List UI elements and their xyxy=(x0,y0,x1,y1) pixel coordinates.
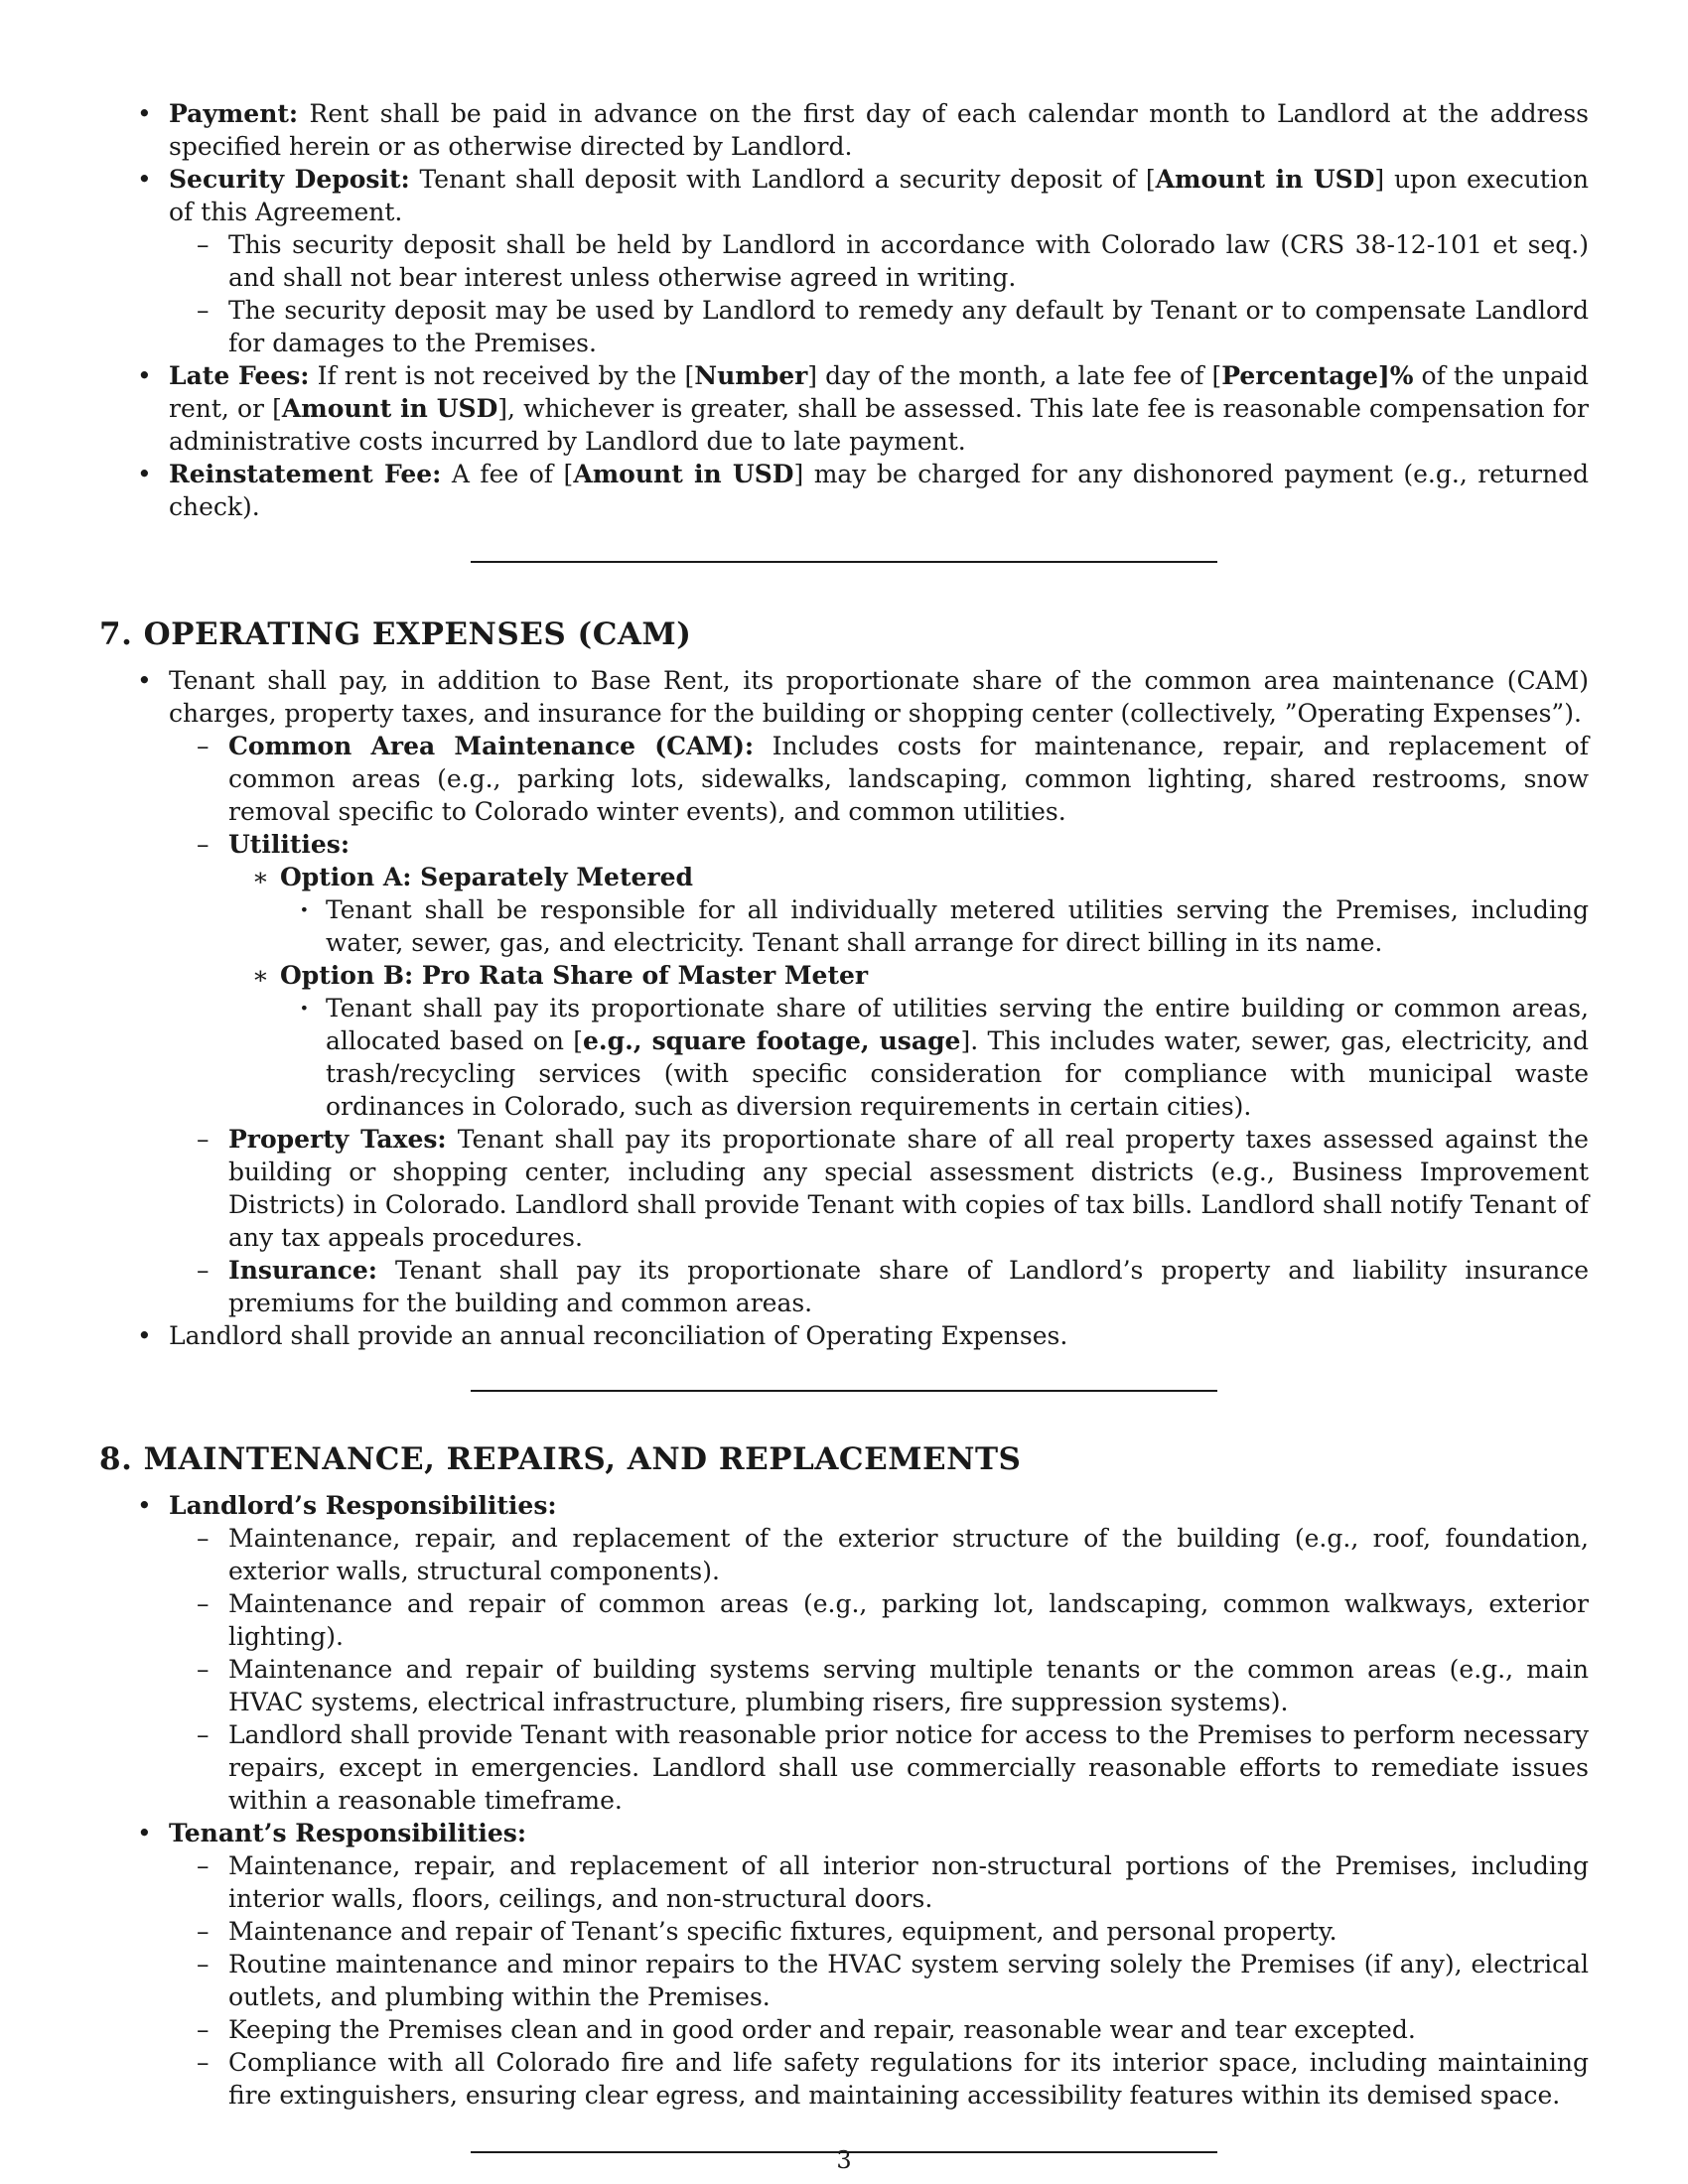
option-a-sublist xyxy=(280,893,1589,959)
section-8-list xyxy=(99,1489,1589,2112)
option-a-label: Option A: Separately Metered xyxy=(280,863,693,891)
text-span: Tenant shall pay its proportionate share of Landlord’s property and liability insurance premiums for the building and common areas. xyxy=(228,1256,1589,1317)
operating-expenses-sublist xyxy=(169,730,1589,1319)
list-item: – This security deposit shall be held by Landlord in accordance with Colorado law (CRS 38-12-101 et seq.) and shall not bear interest unless otherwise agreed in writing. xyxy=(169,228,1589,294)
list-item: – Routine maintenance and minor repairs to the HVAC system serving solely the Premises (if any), electrical outlets, and plumbing within the Premises. xyxy=(169,1948,1589,2013)
list-item: – Landlord shall provide Tenant with reasonable prior notice for access to the Premises to perform necessary repairs, except in emergencies. Landlord shall use commercially reasonable efforts to remediate issues within a reasonable timeframe. xyxy=(169,1718,1589,1817)
list-item: • Landlord shall provide an annual reconciliation of Operating Expenses. xyxy=(99,1319,1589,1352)
list-item xyxy=(99,97,1589,163)
placeholder-amount: Amount in USD xyxy=(1155,165,1375,194)
rent-terms-list xyxy=(99,97,1589,523)
landlord-responsibilities-label: Landlord’s Responsibilities: xyxy=(169,1491,557,1520)
text-span: ] may be charged for any dishonored payment (e.g., returned check). xyxy=(169,460,1589,521)
tenant-responsibilities-sublist xyxy=(169,1849,1589,2112)
list-item xyxy=(280,992,1589,1123)
list-item: – Compliance with all Colorado fire and life safety regulations for its interior space, including maintaining fire extinguishers, ensuring clear egress, and maintaining accessibility features within its demised space. xyxy=(169,2046,1589,2112)
placeholder-allocation: e.g., square footage, usage xyxy=(583,1026,961,1055)
late-fees-label: Late Fees: xyxy=(169,361,310,390)
list-item xyxy=(169,828,1589,1123)
payment-text: Rent shall be paid in advance on the first day of each calendar month to Landlord at the address specified herein or as otherwise directed by Landlord. xyxy=(169,99,1589,161)
list-item: · Tenant shall be responsible for all individually metered utilities serving the Premises, including water, sewer, gas, and electricity. Tenant shall arrange for direct billing in its name. xyxy=(280,893,1589,959)
option-b-label: Option B: Pro Rata Share of Master Meter xyxy=(280,961,869,990)
text-span: ], whichever is greater, shall be assessed. This late fee is reasonable compensation for administrative costs incurred by Landlord due to late payment. xyxy=(169,394,1589,456)
list-item xyxy=(99,163,1589,359)
list-item xyxy=(99,359,1589,458)
utilities-options xyxy=(228,861,1589,1123)
cam-label: Common Area Maintenance (CAM): xyxy=(228,732,755,760)
list-item xyxy=(99,1817,1589,2112)
landlord-responsibilities-sublist xyxy=(169,1522,1589,1817)
property-taxes-label: Property Taxes: xyxy=(228,1125,447,1154)
section-divider xyxy=(471,561,1217,563)
text-span: Includes costs for maintenance, repair, and replacement of common areas (e.g., parking lots, sidewalks, landscaping, common lighting, shared restrooms, snow removal specific to Colorado winter events), and common utilities. xyxy=(228,732,1589,826)
section-divider xyxy=(471,1390,1217,1392)
page-number: 3 xyxy=(836,2146,852,2174)
text-span: ] upon execution of this Agreement. xyxy=(169,165,1589,226)
text-span: Tenant shall pay its proportionate share of utilities serving the entire building or common areas, allocated based on [ xyxy=(326,994,1589,1055)
utilities-label: Utilities: xyxy=(228,830,351,859)
reinstatement-fee-label: Reinstatement Fee: xyxy=(169,460,442,488)
text-span: of the unpaid rent, or [ xyxy=(169,361,1589,423)
list-item xyxy=(169,1123,1589,1254)
text-span: Tenant shall pay its proportionate share of all real property taxes assessed against the building or shopping center, including any special assessment districts (e.g., Business Improvement Districts) in Colorado. Landlord shall provide Tenant with copies of tax bills. Landlord shall notify Tenant of any tax appeals procedures. xyxy=(228,1125,1589,1252)
text-span: If rent is not received by the [ xyxy=(309,361,695,390)
list-item xyxy=(99,458,1589,523)
placeholder-amount: Amount in USD xyxy=(573,460,794,488)
list-item: – Maintenance and repair of Tenant’s specific fixtures, equipment, and personal property. xyxy=(169,1915,1589,1948)
list-item: – Maintenance and repair of building systems serving multiple tenants or the common areas (e.g., main HVAC systems, electrical infrastructure, plumbing risers, fire suppression systems). xyxy=(169,1653,1589,1718)
list-item: – Maintenance, repair, and replacement of the exterior structure of the building (e.g., roof, foundation, exterior walls, structural components). xyxy=(169,1522,1589,1587)
list-item xyxy=(169,1254,1589,1319)
document-page xyxy=(99,97,1589,2153)
text-span: A fee of [ xyxy=(441,460,574,488)
list-item xyxy=(169,730,1589,828)
section-7-list xyxy=(99,664,1589,1352)
insurance-label: Insurance: xyxy=(228,1256,378,1285)
list-item xyxy=(99,1489,1589,1817)
list-item: – Maintenance and repair of common areas (e.g., parking lot, landscaping, common walkways, exterior lighting). xyxy=(169,1587,1589,1653)
tenant-responsibilities-label: Tenant’s Responsibilities: xyxy=(169,1819,527,1847)
text-span: ]. This includes water, sewer, gas, electricity, and trash/recycling services (with specific consideration for compliance with municipal waste ordinances in Colorado, such as diversion requirements in certain cities). xyxy=(326,1026,1589,1121)
text-span: Tenant shall pay, in addition to Base Rent, its proportionate share of the common area maintenance (CAM) charges, property taxes, and insurance for the building or shopping center (collectively, ”Operating Expenses”). xyxy=(169,666,1589,728)
text-span: ]% xyxy=(1377,361,1414,390)
section-7-heading: 7. OPERATING EXPENSES (CAM) xyxy=(99,616,692,652)
list-item xyxy=(228,959,1589,1123)
option-b-sublist xyxy=(280,992,1589,1123)
text-span: ] day of the month, a late fee of [ xyxy=(807,361,1222,390)
section-8-heading: 8. MAINTENANCE, REPAIRS, AND REPLACEMENTS xyxy=(99,1441,1022,1477)
text-span: Tenant shall deposit with Landlord a security deposit of [ xyxy=(409,165,1156,194)
placeholder-percentage: Percentage xyxy=(1221,361,1378,390)
security-deposit-label: Security Deposit: xyxy=(169,165,410,194)
list-item xyxy=(228,861,1589,959)
security-deposit-sublist xyxy=(169,228,1589,359)
payment-label: Payment: xyxy=(169,99,299,128)
list-item: – The security deposit may be used by Landlord to remedy any default by Tenant or to compensate Landlord for damages to the Premises. xyxy=(169,294,1589,359)
list-item: – Keeping the Premises clean and in good order and repair, reasonable wear and tear excepted. xyxy=(169,2013,1589,2046)
list-item xyxy=(99,664,1589,1319)
placeholder-number: Number xyxy=(694,361,808,390)
list-item: – Maintenance, repair, and replacement of all interior non-structural portions of the Premises, including interior walls, floors, ceilings, and non-structural doors. xyxy=(169,1849,1589,1915)
placeholder-amount: Amount in USD xyxy=(281,394,498,423)
